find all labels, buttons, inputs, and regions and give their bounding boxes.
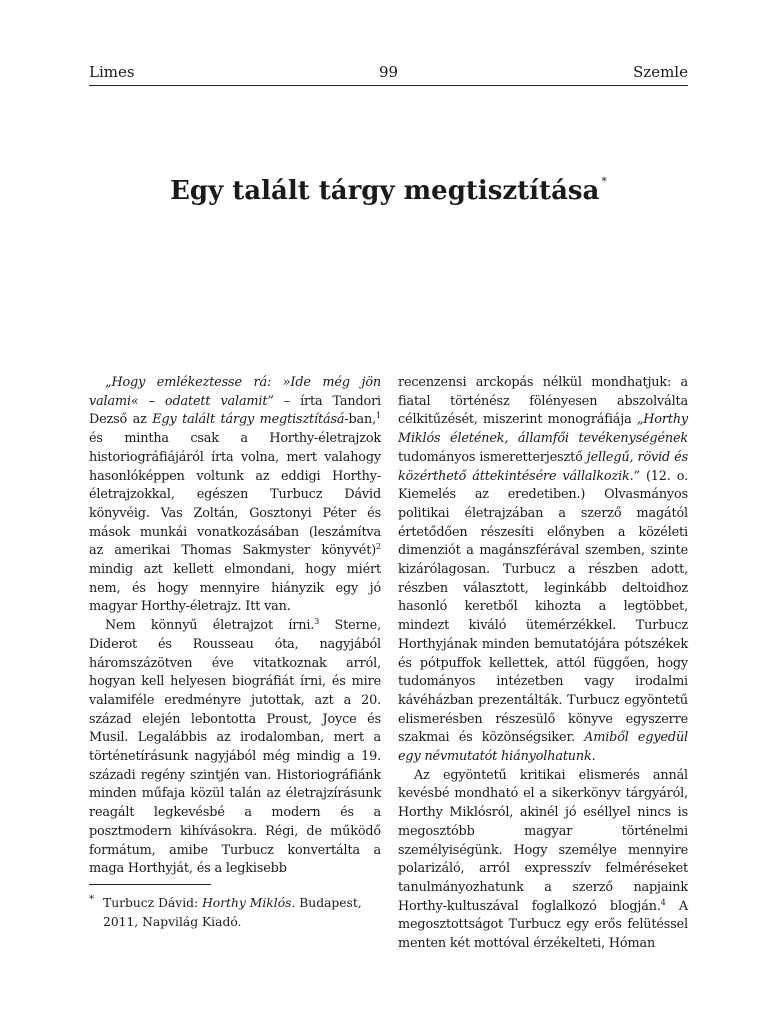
footnote-text: [89, 894, 381, 931]
left-column: [89, 374, 381, 879]
footnote-reference: 1: [376, 411, 381, 421]
paragraph: [89, 617, 381, 879]
italic-run: Amiből egyedül egy névmutatót hiányolhatunk: [398, 730, 688, 765]
footnote-reference: 3: [314, 617, 320, 627]
text-run: A megosztottságot Turbucz egy erős felütéssel menten két mottóval érzékelteti, Hóman: [398, 898, 688, 952]
paragraph: [398, 767, 688, 954]
page-number: 99: [378, 63, 399, 81]
footnote: [89, 894, 381, 931]
section-name: Szemle: [633, 63, 688, 81]
running-head: [89, 60, 688, 84]
text-run: – írta Tandori Dezső az: [89, 393, 381, 428]
text-run: .: [591, 749, 596, 765]
article-title-text: Egy talált tárgy megtisztítása: [170, 176, 600, 206]
footnote-book-title: Horthy Miklós: [202, 896, 292, 910]
header-rule: [89, 85, 688, 86]
footnote-author: Turbucz Dávid:: [103, 896, 203, 910]
italic-run: „Horthy Miklós életének, államfői tevékenységének: [398, 412, 688, 447]
text-run: és mintha csak a Horthy-életrajzok historiográfiájáról írta volna, mert valahogy hasonlóképpen voltunk az eddigi Horthy-életrajzokkal, egészen Turbucz Dávid könyvéig. Vas Zoltán, Gosztonyi Péter és mások munkái vonatkozásában (leszámítva az amerikai Thomas Sakmyster könyvét): [89, 431, 381, 559]
paragraph: [398, 374, 688, 767]
text-run: tudományos ismeretterjesztő: [398, 449, 587, 465]
paragraph: [89, 374, 381, 617]
text-run: Sterne, Diderot és Rousseau óta, nagyjából háromszázötven éve vitatkoznak arról, hogyan kell helyesen biográfiát írni, és mire valamiféle eredményre jutottak, azt a 20. század elején lebontotta Proust, Joyce és Musil. Legalábbis az irodalomban, mert a történetírásunk nagyjából még mindig a 19. századi regény szintjén van. Historiográfiánk minden műfaja közül talán az életrajzírásunk reagált legkevésbé a modern és a posztmodern kihívásokra. Régi, de működő formátum, amibe Turbucz konvertálta a maga Horthyját, és a legkisebb: [89, 618, 381, 877]
title-footnote-mark: *: [601, 175, 607, 188]
journal-name: Limes: [89, 63, 135, 81]
article-title: [89, 164, 688, 209]
footnote-reference: 4: [660, 897, 666, 907]
italic-run: Egy talált tárgy megtisztításá-: [152, 412, 349, 428]
italic-run: jellegű, rövid és közérthető áttekintésére vállalkozik.”: [398, 449, 688, 484]
text-run: (12. o. Kiemelés az eredetiben.) Olvasmányos politikai életrajzában a szerző magától értetődően részesíti előnyben a közéleti dimenziót a magánszférával szemben, szinte kizárólagosan. Turbucz a részben adott, részben választott, leginkább deltoidhoz hasonló keretből kihozta a legtöbbet, mindezt kiváló ütemérzékkel. Turbucz Horthyjának minden bemutatójára pótszékek és pótpuffok kellettek, attól függően, hogy tudományos intézetben vagy irodalmi kávéházban prezentálták. Turbucz egyöntetű elismerésben részesülő könyve egyszerre szakmai és közönségsiker.: [398, 468, 688, 746]
text-run: recenzensi arckopás nélkül mondhatjuk: a fiatal történész fölényesen abszolválta célkitűzését, miszerint monográfiája: [398, 375, 688, 428]
footnote-publisher: . Budapest, 2011, Napvilág Kiadó.: [103, 896, 362, 929]
right-column: [398, 374, 688, 954]
footnote-mark: *: [89, 894, 94, 905]
text-run: ban,: [348, 412, 377, 428]
footnote-rule: [89, 884, 211, 885]
text-run: mindig azt kellett elmondani, hogy miért nem, és hogy mennyire hiányzik egy jó magyar Horthy-életrajz. Itt van.: [89, 562, 381, 615]
italic-run: „Hogy emlékeztesse rá: »Ide még jön valami« – odatett valamit”: [89, 375, 381, 409]
text-run: Az egyöntetű kritikai elismerés annál kevésbé mondható el a sikerkönyv tárgyáról, Horthy Miklósról, akinél jó eséllyel nincs is megosztóbb magyar történelmi személyiségünk. Hogy személye mennyire polarizáló, arról expresszív felméréseket tanulmányozhatunk a szerző napjaink Horthy-kultuszával foglalkozó blogján.: [398, 767, 688, 914]
text-run: Nem könnyű életrajzot írni.: [105, 618, 315, 634]
footnote-reference: 2: [376, 542, 381, 552]
